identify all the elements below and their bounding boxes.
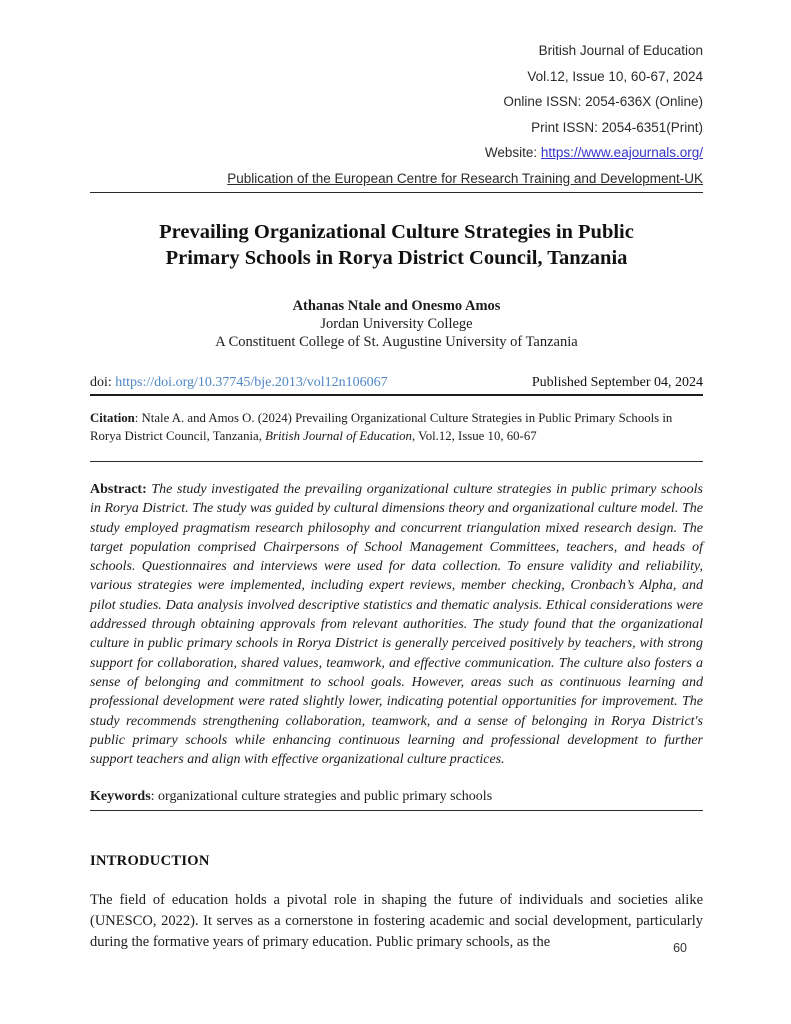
website-link[interactable]: https://www.eajournals.org/ (540, 145, 703, 160)
doi-row (90, 375, 703, 396)
doi-link[interactable]: https://doi.org/10.37745/bje.2013/vol12n106067 (115, 375, 388, 390)
print-issn: Print ISSN: 2054-6351(Print) (531, 119, 703, 135)
introduction-heading: INTRODUCTION (90, 853, 210, 870)
website-line (90, 140, 703, 166)
page-number: 60 (673, 941, 687, 955)
citation-tail: , Vol.12, Issue 10, 60-67 (411, 428, 537, 443)
publication-line-text: Publication of the European Centre for Research Training and Development-UK (227, 170, 703, 186)
affiliation-university: A Constituent College of St. Augustine University of Tanzania (215, 334, 578, 350)
abstract-text: The study investigated the prevailing organizational culture strategies in public primary schools in Rorya District. The study was guided by cultural dimensions theory and organizational culture model. The study employed pragmatism research philosophy and concurrent triangulation mixed research design. The target population comprised Chairpersons of School Management Committees, teachers, and heads of schools. Questionnaires and interviews were used for data collection. To ensure validity and reliability, various strategies were implemented, including expert reviews, member checking, Cronbach’s Alpha, and pilot studies. Data analysis involved descriptive statistics and thematic analysis. Ethical considerations were addressed through obtaining approvals from relevant authorities. The study found that the organizational culture in public primary schools in Rorya District is generally perceived positively by teachers, with strong support for collaboration, shared values, teamwork, and effective communication. The culture also fosters a sense of belonging and commitment to school goals. However, areas such as continuous learning and professional development were rated slightly lower, indicating potential opportunities for improvement. The study recommends strengthening collaboration, teamwork, and a sense of belonging in Rorya District's public primary schools while enhancing continuous learning and professional development to further support teachers and align with effective organizational culture practices. (90, 482, 703, 768)
doi-line (90, 375, 388, 391)
journal-name: British Journal of Education (538, 43, 703, 58)
affiliation-college: Jordan University College (320, 316, 473, 332)
citation-label: Citation (90, 411, 135, 425)
keywords-label: Keywords (90, 789, 151, 805)
author-names: Athanas Ntale and Onesmo Amos (292, 298, 501, 314)
authors-block (90, 297, 703, 351)
journal-volume-issue: Vol.12, Issue 10, 60-67, 2024 (527, 68, 703, 84)
publication-line (90, 166, 703, 194)
citation-block (90, 410, 703, 462)
online-issn: Online ISSN: 2054-636X (Online) (503, 94, 703, 109)
keywords-text: : organizational culture strategies and public primary schools (150, 789, 493, 805)
citation-journal-italic: British Journal of Education (265, 428, 412, 443)
keywords-line (90, 788, 703, 811)
introduction-paragraph: The field of education holds a pivotal role in shaping the future of individuals and societies alike (UNESCO, 2022). It serves as a cornerstone in fostering academic and social development, particularly during the formative years of primary education. Public primary schools, as the (90, 892, 703, 951)
website-label: Website: (484, 145, 541, 160)
published-date: Published September 04, 2024 (531, 375, 703, 390)
journal-masthead (90, 38, 703, 166)
paper-title: Prevailing Organizational Culture Strategies in Public Primary Schools in Rorya District Council, Tanzania (159, 221, 634, 269)
citation-text: : Ntale A. and Amos O. (2024) Prevailing Organizational Culture Strategies in Public Primary Schools in Rorya District Council, Tanzania, (90, 411, 673, 443)
abstract-label: Abstract: (90, 482, 152, 497)
abstract-block (90, 480, 703, 769)
doi-label: doi: (90, 375, 116, 390)
